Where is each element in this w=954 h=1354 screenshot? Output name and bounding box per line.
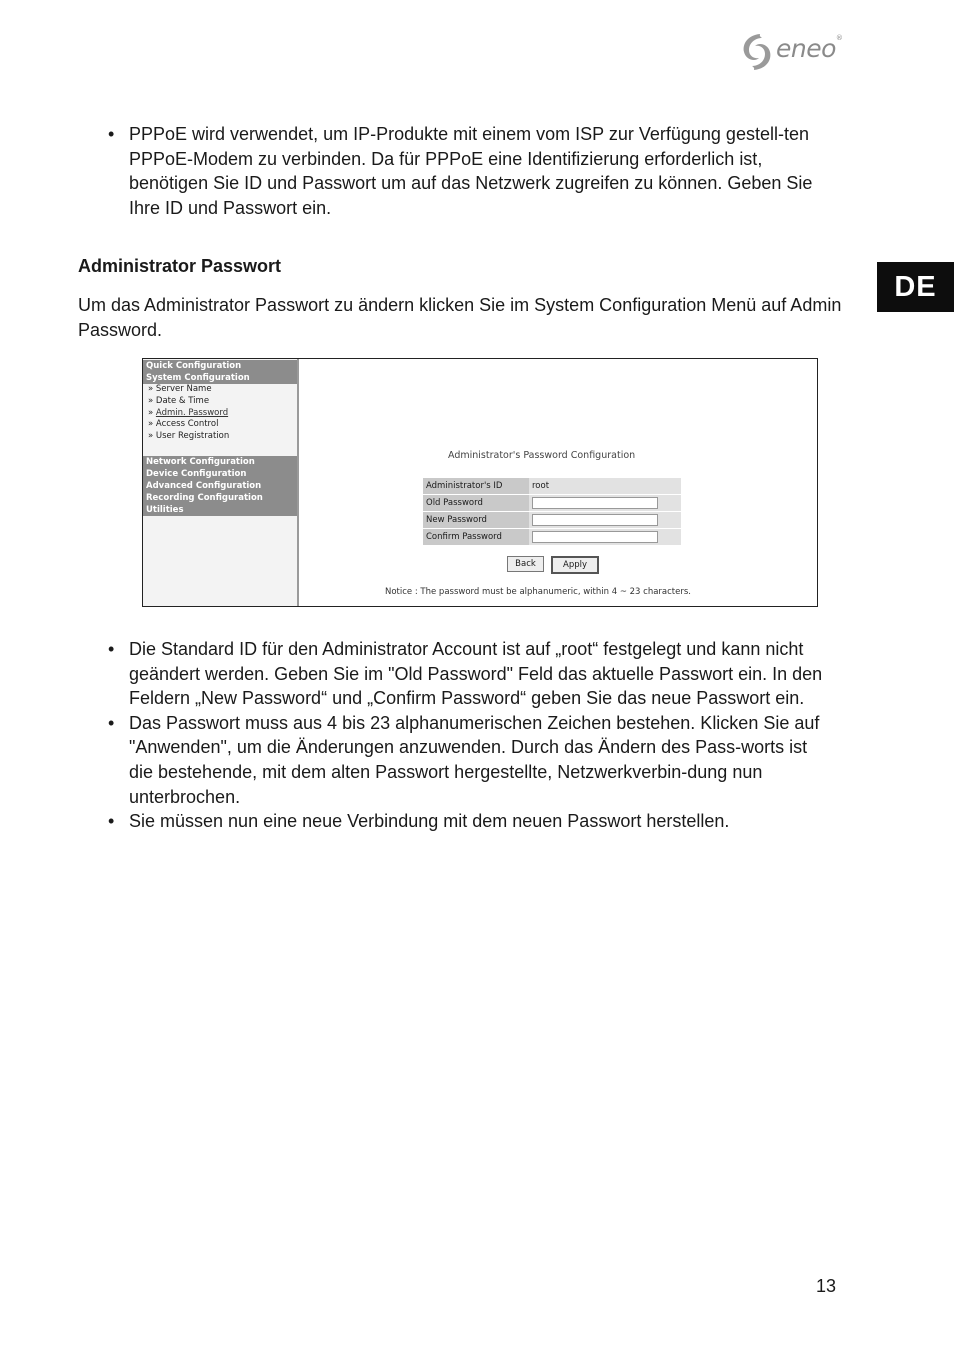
menu-item-access-control[interactable]: » Access Control — [148, 419, 219, 430]
eneo-logo-text: eneo® — [776, 34, 843, 63]
config-sidebar — [143, 359, 299, 606]
config-title: Administrator's Password Configuration — [448, 450, 636, 461]
password-form — [423, 478, 681, 546]
menu-item-date-time[interactable]: » Date & Time — [148, 395, 210, 406]
old-password-input[interactable] — [532, 497, 658, 509]
list-item-text: Die Standard ID für den Administrator Account ist auf „root“ festgelegt und kann nicht geändert werden. Geben Sie im "Old Password" Feld das aktuelle Passwort ein. In den Feldern „New Password“ und „Confirm Password“ geben Sie das neue Passwort ein. — [129, 639, 823, 709]
bullet-mark: • — [108, 124, 115, 144]
table-row — [423, 529, 681, 546]
list-item-text: Das Passwort muss aus 4 bis 23 alphanumerischen Zeichen bestehen. Klicken Sie auf "Anwenden", um die Änderungen anzuwenden. Durch das Ändern des Pass-worts ist die bestehende, mit dem alten Passwort hergestellte, Netzwerkverbin-dung nun unterbrochen. — [129, 712, 820, 807]
list-item — [108, 122, 828, 220]
list-item — [108, 711, 828, 809]
list-item-text: PPPoE wird verwendet, um IP-Produkte mit einem vom ISP zur Verfügung gestell-ten PPPoE-Modem zu verbinden. Da für PPPoE eine Identifizierung erforderlich ist, benötigen Sie ID und Passwort um auf das Netzwerk zugreifen zu können. Geben Sie Ihre ID und Passwort ein. — [129, 124, 813, 218]
bullet-mark: • — [108, 712, 115, 733]
password-notice: Notice : The password must be alphanumeric, within 4 ~ 23 characters. — [385, 587, 691, 597]
admin-id-label: Administrator's ID — [423, 478, 529, 495]
menu-item-user-registration[interactable]: » User Registration — [148, 431, 230, 442]
table-row — [423, 495, 681, 512]
list-item-text: Sie müssen nun eine neue Verbindung mit dem neuen Passwort herstellen. — [129, 811, 730, 832]
menu-device-configuration[interactable]: Device Configuration — [143, 468, 297, 480]
admin-id-value: root — [529, 478, 681, 495]
table-row — [423, 478, 681, 495]
table-row — [423, 512, 681, 529]
confirm-password-input[interactable] — [532, 531, 658, 543]
list-item — [108, 637, 828, 711]
eneo-logo — [740, 32, 843, 72]
new-password-input[interactable] — [532, 514, 658, 526]
page-number: 13 — [816, 1276, 837, 1296]
bullet-list-bottom — [108, 637, 828, 834]
menu-utilities[interactable]: Utilities — [143, 504, 297, 516]
bullet-mark: • — [108, 639, 115, 659]
confirm-password-label: Confirm Password — [423, 529, 529, 546]
list-item — [108, 809, 828, 834]
menu-network-configuration[interactable]: Network Configuration — [143, 456, 297, 468]
old-password-label: Old Password — [423, 495, 529, 512]
menu-item-server-name[interactable]: » Server Name — [148, 384, 212, 394]
menu-system-configuration[interactable]: System Configuration — [143, 372, 297, 384]
language-tab: DE — [877, 262, 954, 312]
eneo-swirl-icon — [740, 32, 774, 72]
section-title: Administrator Passwort — [78, 256, 282, 276]
admin-password-screenshot — [142, 358, 818, 607]
menu-item-admin-password[interactable]: » Admin. Password — [148, 407, 229, 418]
bullet-mark: • — [108, 811, 115, 832]
new-password-label: New Password — [423, 512, 529, 529]
menu-quick-configuration[interactable]: Quick Configuration — [143, 360, 297, 372]
intro-paragraph: Um das Administrator Passwort zu ändern klicken Sie im System Configuration Menü auf Admin Password. — [78, 295, 842, 340]
menu-advanced-configuration[interactable]: Advanced Configuration — [143, 480, 297, 492]
apply-button[interactable]: Apply — [551, 556, 599, 574]
menu-recording-configuration[interactable]: Recording Configuration — [143, 492, 297, 504]
back-button[interactable]: Back — [507, 556, 544, 572]
bullet-list-top — [108, 122, 828, 220]
